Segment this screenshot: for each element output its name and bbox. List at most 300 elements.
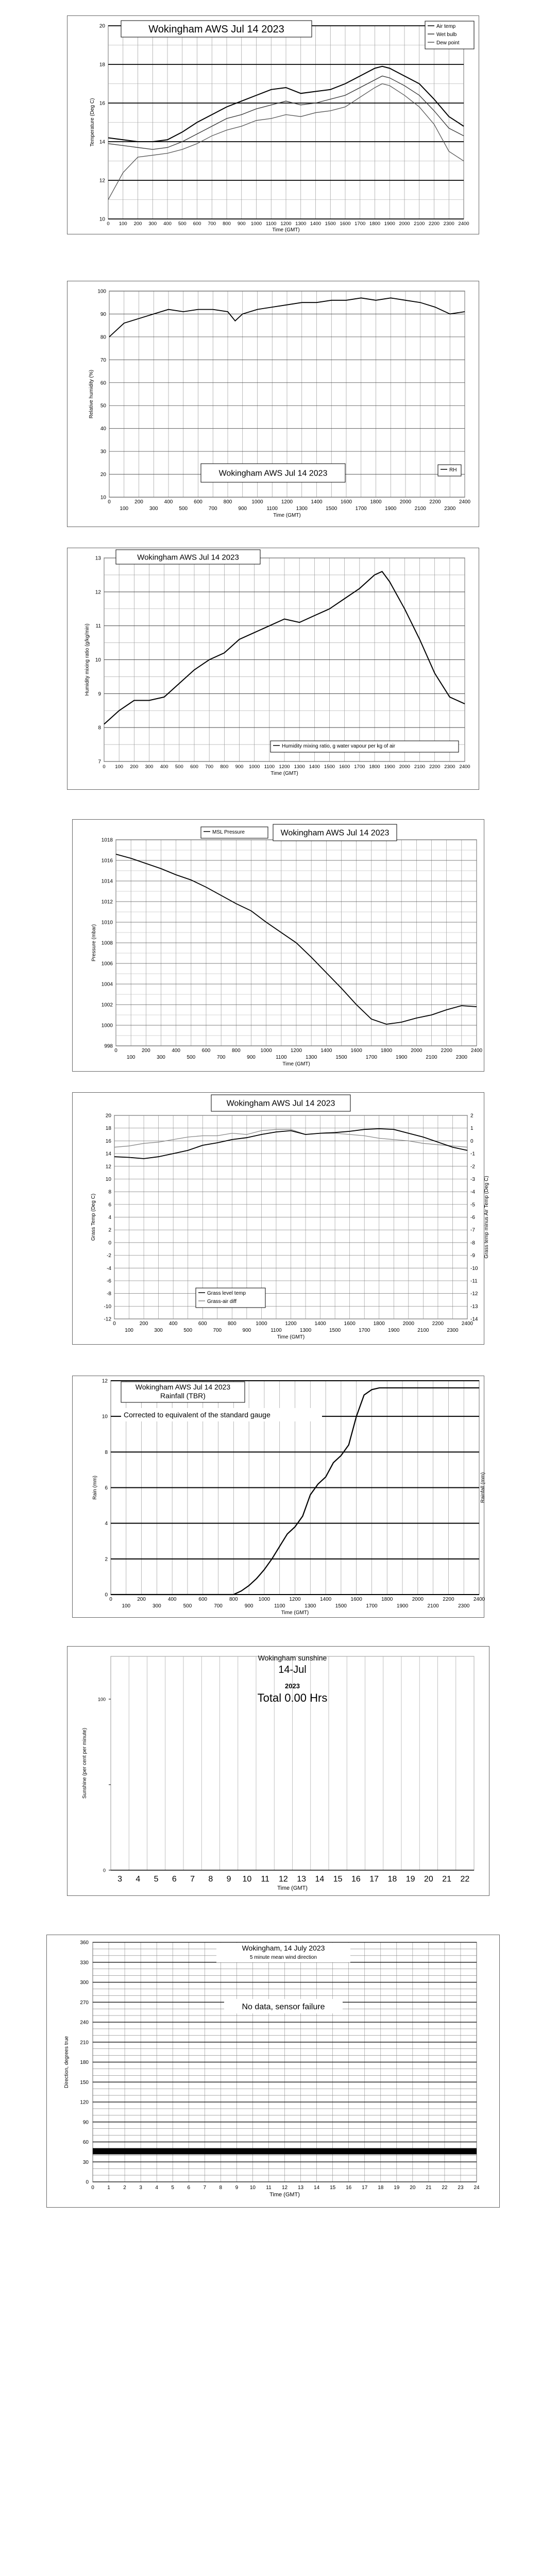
y-tick-label: 10 <box>105 1176 111 1182</box>
x-tick-label: 500 <box>178 221 187 227</box>
x-axis-label: Time (GMT) <box>277 1885 308 1891</box>
x-tick-label: 300 <box>154 1328 163 1333</box>
x-tick-label: 10 <box>249 2185 256 2191</box>
y2-tick-label: -8 <box>470 1240 475 1246</box>
humidity-chart <box>67 281 479 527</box>
x-tick-label: 2000 <box>399 499 412 505</box>
chart-date: 14-Jul <box>278 1664 307 1675</box>
y-tick-label: 11 <box>95 623 101 630</box>
y-tick-label: 1008 <box>101 940 113 946</box>
x-tick-label: 21 <box>442 1875 452 1884</box>
series-direction <box>93 2148 477 2155</box>
x-axis-label: Time (GMT) <box>269 2192 300 2198</box>
x-tick-label: 1600 <box>350 1048 362 1054</box>
x-tick-label: 2100 <box>414 764 426 770</box>
x-axis-label: Time (GMT) <box>277 1334 305 1340</box>
x-tick-label: 1300 <box>295 221 307 227</box>
y-tick-label: 1014 <box>101 878 113 885</box>
x-tick-label: 200 <box>137 1597 146 1602</box>
x-tick-label: 600 <box>198 1321 207 1327</box>
x-tick-label: 1600 <box>340 499 352 505</box>
x-tick-label: 900 <box>235 764 244 770</box>
x-tick-label: 1000 <box>251 499 263 505</box>
x-tick-label: 1400 <box>319 1597 332 1602</box>
y-tick-label: 12 <box>95 589 101 596</box>
x-axis-label: Time (GMT) <box>281 1610 309 1616</box>
x-tick-label: 400 <box>172 1048 181 1054</box>
x-tick-label: 21 <box>426 2185 432 2191</box>
x-tick-label: 1600 <box>340 221 351 227</box>
x-tick-label: 8 <box>219 2185 223 2191</box>
y2-tick-label: -10 <box>470 1265 478 1272</box>
x-tick-label: 800 <box>223 499 232 505</box>
x-tick-label: 300 <box>145 764 154 770</box>
x-tick-label: 1100 <box>274 1603 285 1609</box>
y2-tick-label: -4 <box>470 1189 475 1195</box>
legend-entry: Grass level temp <box>207 1291 246 1296</box>
x-tick-label: 200 <box>130 764 139 770</box>
y-tick-label: 7 <box>98 759 101 765</box>
x-tick-label: 12 <box>281 2185 288 2191</box>
x-tick-label: 300 <box>148 221 157 227</box>
chart-title: Wokingham, 14 July 2023 <box>242 1944 325 1952</box>
y-tick-label: 1012 <box>101 899 113 905</box>
x-tick-label: 1800 <box>369 221 381 227</box>
legend-entry: Air temp <box>436 24 456 29</box>
x-tick-label: 800 <box>223 221 231 227</box>
y-tick-label: -12 <box>104 1316 111 1323</box>
y-axis-label: Sunshine (per cent per minute) <box>82 1727 88 1799</box>
chart-subtitle: Rainfall (TBR) <box>160 1392 206 1400</box>
y-tick-label: 270 <box>80 1999 89 2006</box>
x-tick-label: 4 <box>155 2185 158 2191</box>
x-tick-label: 700 <box>205 764 214 770</box>
x-tick-label: 2000 <box>402 1321 414 1327</box>
x-tick-label: 1200 <box>279 764 290 770</box>
y-tick-label: 12 <box>99 178 105 184</box>
y-axis-label: Rain (mm) <box>92 1476 98 1500</box>
y-tick-label: 4 <box>108 1215 111 1221</box>
x-tick-label: 13 <box>297 1875 307 1884</box>
x-tick-label: 1900 <box>388 1328 400 1333</box>
y-tick-label: 100 <box>97 1697 106 1702</box>
y-tick-label: 1010 <box>101 920 113 926</box>
x-tick-label: 5 <box>171 2185 174 2191</box>
y-tick-label: 13 <box>95 555 101 562</box>
y-tick-label: -2 <box>107 1253 111 1259</box>
y2-tick-label: -6 <box>470 1215 475 1221</box>
x-tick-label: 0 <box>114 1048 117 1054</box>
x-tick-label: 20 <box>424 1875 433 1884</box>
y-tick-label: 100 <box>97 289 106 295</box>
x-tick-label: 2400 <box>459 499 471 505</box>
chart-title: Wokingham AWS Jul 14 2023 <box>137 553 239 562</box>
y-tick-label: 30 <box>100 449 106 455</box>
y-tick-label: 2 <box>108 1227 111 1233</box>
temperature-chart-panel <box>67 15 479 234</box>
x-tick-label: 12 <box>278 1875 288 1884</box>
x-tick-label: 2000 <box>411 1048 422 1054</box>
x-tick-label: 1500 <box>329 1328 341 1333</box>
x-tick-label: 1200 <box>280 221 292 227</box>
x-axis-label: Time (GMT) <box>282 1061 310 1067</box>
y-tick-label: 8 <box>105 1449 108 1455</box>
y-tick-label: 90 <box>82 2120 89 2126</box>
x-tick-label: 600 <box>193 221 201 227</box>
y-tick-label: 90 <box>100 311 106 317</box>
y-tick-label: 9 <box>98 691 101 697</box>
humidity-chart-panel <box>67 281 479 527</box>
x-tick-label: 600 <box>198 1597 208 1602</box>
y-tick-label: 120 <box>80 2099 89 2106</box>
x-tick-label: 3 <box>117 1875 123 1884</box>
y2-tick-label: 0 <box>470 1138 474 1144</box>
x-tick-label: 1500 <box>335 1603 347 1609</box>
x-tick-label: 800 <box>231 1048 241 1054</box>
y-tick-label: 8 <box>108 1189 111 1195</box>
y-axis-label: Direction, degrees true <box>64 2036 70 2089</box>
y-tick-label: 998 <box>104 1043 113 1049</box>
x-tick-label: 1500 <box>324 764 335 770</box>
x-tick-label: 900 <box>238 506 247 512</box>
x-tick-label: 300 <box>153 1603 161 1609</box>
chart-title: Wokingham AWS Jul 14 2023 <box>148 24 284 35</box>
temperature-chart <box>67 15 479 234</box>
y-tick-label: -8 <box>107 1291 111 1297</box>
y-tick-label: 240 <box>80 2020 89 2026</box>
x-tick-label: 1300 <box>296 506 308 512</box>
y-axis-label: Pressure (mbar) <box>91 924 97 962</box>
x-tick-label: 1600 <box>339 764 350 770</box>
x-tick-label: 2300 <box>447 1328 459 1333</box>
x-tick-label: 1300 <box>294 764 305 770</box>
x-tick-label: 0 <box>107 221 110 227</box>
x-tick-label: 16 <box>351 1875 361 1884</box>
y-tick-label: 40 <box>100 426 106 432</box>
y-tick-label: 6 <box>105 1485 108 1491</box>
x-tick-label: 2400 <box>470 1048 483 1054</box>
x-tick-label: 1200 <box>285 1321 297 1327</box>
x-tick-label: 2400 <box>459 764 470 770</box>
x-tick-label: 1300 <box>306 1055 317 1060</box>
y-axis-label: Temperature (Deg C) <box>90 98 95 147</box>
y2-tick-label: 1 <box>470 1126 474 1132</box>
x-tick-label: 100 <box>126 1055 136 1060</box>
y-tick-label: 330 <box>80 1960 89 1966</box>
x-tick-label: 100 <box>125 1328 133 1333</box>
x-tick-label: 300 <box>157 1055 165 1060</box>
y-tick-label: 20 <box>105 1113 111 1119</box>
y-tick-label: 1004 <box>101 981 113 988</box>
x-tick-label: 2400 <box>458 221 469 227</box>
x-tick-label: 1100 <box>270 1328 282 1333</box>
x-tick-label: 7 <box>190 1875 195 1884</box>
x-tick-label: 800 <box>229 1597 238 1602</box>
y-tick-label: 1002 <box>101 1002 113 1008</box>
y-tick-label: 16 <box>105 1138 111 1144</box>
x-tick-label: 1500 <box>326 506 337 512</box>
y-tick-label: 12 <box>102 1378 108 1384</box>
x-tick-label: 1700 <box>354 221 366 227</box>
x-tick-label: 1800 <box>373 1321 385 1327</box>
x-tick-label: 1300 <box>299 1328 312 1333</box>
y-tick-label: 180 <box>80 2060 89 2065</box>
y-tick-label: 30 <box>82 2159 89 2165</box>
x-tick-label: 2300 <box>455 1055 467 1060</box>
x-tick-label: 500 <box>183 1603 192 1609</box>
pressure-chart <box>72 819 484 1072</box>
x-tick-label: 1900 <box>396 1603 409 1609</box>
y-tick-label: -4 <box>107 1265 111 1272</box>
x-tick-label: 15 <box>330 2185 336 2191</box>
y-axis-label: Humidity mixing ratio (g/kg/min) <box>84 623 90 696</box>
x-tick-label: 2400 <box>473 1597 485 1602</box>
x-tick-label: 700 <box>208 221 216 227</box>
y-tick-label: -10 <box>104 1303 111 1310</box>
y-tick-label: 6 <box>108 1202 111 1208</box>
y2-axis-label: Rainfall (mm) <box>480 1472 486 1503</box>
x-tick-label: 11 <box>261 1875 269 1884</box>
x-tick-label: 600 <box>201 1048 211 1054</box>
x-tick-label: 1700 <box>359 1328 370 1333</box>
x-tick-label: 19 <box>394 2185 400 2191</box>
x-tick-label: 900 <box>247 1055 256 1060</box>
y2-tick-label: -12 <box>470 1291 478 1297</box>
y-tick-label: 20 <box>99 23 105 29</box>
x-tick-label: 1800 <box>369 764 380 770</box>
chart-title: Wokingham AWS Jul 14 2023 <box>226 1099 335 1108</box>
x-tick-label: 200 <box>139 1321 148 1327</box>
legend-entry: Wet bulb <box>436 32 457 38</box>
x-tick-label: 6 <box>187 2185 191 2191</box>
x-tick-label: 1900 <box>385 506 397 512</box>
y2-tick-label: 2 <box>470 1113 474 1119</box>
x-tick-label: 800 <box>227 1321 236 1327</box>
x-tick-label: 2100 <box>414 506 426 512</box>
grass-temp-chart-panel <box>72 1092 489 1345</box>
x-tick-label: 1400 <box>320 1048 332 1054</box>
x-tick-label: 2200 <box>428 221 440 227</box>
wind-direction-chart <box>46 1935 500 2208</box>
y2-axis-label: Grass temp minus Air Temp (Deg C) <box>484 1176 489 1259</box>
x-tick-label: 6 <box>172 1875 177 1884</box>
rainfall-chart-panel <box>72 1376 484 1618</box>
y-tick-label: 16 <box>99 100 105 107</box>
x-tick-label: 17 <box>369 1875 379 1884</box>
y-tick-label: 60 <box>100 380 106 386</box>
chart-title: Wokingham AWS Jul 14 2023 <box>218 469 328 478</box>
x-tick-label: 2300 <box>443 221 454 227</box>
chart-year: 2023 <box>285 1682 300 1690</box>
x-tick-label: 22 <box>442 2185 448 2191</box>
x-tick-label: 1700 <box>354 764 365 770</box>
x-tick-label: 9 <box>235 2185 239 2191</box>
x-tick-label: 0 <box>108 499 111 505</box>
x-tick-label: 100 <box>122 1603 131 1609</box>
y-axis-label: Relative humidity (%) <box>89 369 94 419</box>
y-tick-label: 150 <box>80 2079 89 2086</box>
x-tick-label: 19 <box>405 1875 415 1884</box>
y2-tick-label: -9 <box>470 1253 475 1259</box>
x-tick-label: 1000 <box>258 1597 270 1602</box>
x-tick-label: 15 <box>333 1875 343 1884</box>
y-tick-label: 8 <box>98 725 101 731</box>
y-tick-label: -6 <box>107 1278 111 1284</box>
x-tick-label: 500 <box>175 764 183 770</box>
x-tick-label: 1800 <box>370 499 382 505</box>
x-tick-label: 9 <box>226 1875 231 1884</box>
wind-direction-chart-panel <box>46 1935 500 2208</box>
x-tick-label: 13 <box>297 2185 304 2191</box>
chart-subtitle: 5 minute mean wind direction <box>249 1955 317 1960</box>
x-tick-label: 100 <box>115 764 124 770</box>
x-tick-label: 2000 <box>399 221 410 227</box>
legend-entry: Dew point <box>436 40 460 46</box>
rainfall-chart <box>72 1376 484 1618</box>
x-tick-label: 200 <box>133 221 142 227</box>
x-tick-label: 2300 <box>458 1603 470 1609</box>
x-tick-label: 18 <box>387 1875 397 1884</box>
x-tick-label: 1400 <box>314 1321 326 1327</box>
x-tick-label: 1800 <box>381 1597 393 1602</box>
legend-entry: Humidity mixing ratio, g water vapour per kg of air <box>282 743 396 749</box>
x-tick-label: 2100 <box>414 221 425 227</box>
x-tick-label: 2200 <box>429 764 441 770</box>
y-tick-label: 60 <box>82 2140 89 2145</box>
x-tick-label: 1200 <box>290 1048 302 1054</box>
y-tick-label: 360 <box>80 1940 89 1946</box>
y-tick-label: 70 <box>100 357 106 363</box>
x-tick-label: 2300 <box>444 764 455 770</box>
x-tick-label: 1000 <box>260 1048 272 1054</box>
x-tick-label: 1400 <box>309 764 320 770</box>
x-tick-label: 1000 <box>256 1321 267 1327</box>
x-tick-label: 20 <box>410 2185 416 2191</box>
x-tick-label: 1600 <box>350 1597 362 1602</box>
y2-tick-label: -1 <box>470 1151 475 1157</box>
x-tick-label: 2200 <box>432 1321 444 1327</box>
x-tick-label: 2000 <box>412 1597 424 1602</box>
x-tick-label: 400 <box>164 499 173 505</box>
x-tick-label: 1700 <box>366 1603 378 1609</box>
chart-total: Total 0.00 Hrs <box>257 1691 328 1704</box>
y-tick-label: 10 <box>102 1414 108 1420</box>
x-tick-label: 17 <box>362 2185 368 2191</box>
y-tick-label: 14 <box>105 1151 111 1157</box>
y-tick-label: 14 <box>99 139 105 145</box>
x-tick-label: 1 <box>107 2185 110 2191</box>
chart-title: Wokingham sunshine <box>258 1654 327 1662</box>
x-tick-label: 2 <box>123 2185 126 2191</box>
x-tick-label: 0 <box>113 1321 116 1327</box>
x-axis-label: Time (GMT) <box>273 513 301 518</box>
x-tick-label: 2100 <box>427 1603 439 1609</box>
x-tick-label: 700 <box>213 1328 222 1333</box>
y2-tick-label: -11 <box>470 1278 478 1284</box>
x-tick-label: 200 <box>141 1048 150 1054</box>
y-axis-label: Grass Temp (Deg C) <box>91 1193 96 1241</box>
y-tick-label: 0 <box>103 1868 106 1873</box>
x-tick-label: 1500 <box>325 221 336 227</box>
x-tick-label: 16 <box>346 2185 352 2191</box>
x-tick-label: 1200 <box>281 499 293 505</box>
x-tick-label: 700 <box>214 1603 223 1609</box>
x-axis-label: Time (GMT) <box>270 771 298 776</box>
x-tick-label: 500 <box>187 1055 196 1060</box>
pressure-chart-panel <box>72 819 484 1072</box>
x-tick-label: 900 <box>237 221 246 227</box>
y2-tick-label: -7 <box>470 1227 475 1233</box>
y-tick-label: 10 <box>99 216 105 223</box>
x-tick-label: 2200 <box>443 1597 454 1602</box>
y-tick-label: 0 <box>86 2179 89 2185</box>
y-tick-label: 1018 <box>101 837 113 843</box>
y-tick-label: 80 <box>100 334 106 341</box>
x-tick-label: 4 <box>136 1875 141 1884</box>
x-tick-label: 0 <box>109 1597 112 1602</box>
y2-tick-label: -3 <box>470 1176 475 1182</box>
x-tick-label: 2400 <box>461 1321 474 1327</box>
x-tick-label: 900 <box>244 1603 253 1609</box>
x-tick-label: 1500 <box>335 1055 347 1060</box>
x-tick-label: 14 <box>314 2185 320 2191</box>
x-tick-label: 2100 <box>417 1328 429 1333</box>
x-tick-label: 1400 <box>311 499 323 505</box>
chart-note: No data, sensor failure <box>242 2003 325 2011</box>
x-tick-label: 24 <box>474 2185 480 2191</box>
y-tick-label: 10 <box>100 495 106 501</box>
y-tick-label: 12 <box>105 1164 111 1170</box>
y2-tick-label: -13 <box>470 1303 478 1310</box>
x-tick-label: 1900 <box>396 1055 408 1060</box>
x-tick-label: 1300 <box>305 1603 316 1609</box>
grass-temp-chart <box>72 1092 489 1345</box>
x-tick-label: 1100 <box>276 1055 287 1060</box>
y-tick-label: 2 <box>105 1556 108 1563</box>
x-tick-label: 14 <box>315 1875 325 1884</box>
mixing-ratio-chart <box>67 548 479 790</box>
x-tick-label: 1100 <box>266 221 277 227</box>
y-tick-label: 0 <box>108 1240 111 1246</box>
x-tick-label: 18 <box>378 2185 384 2191</box>
x-tick-label: 600 <box>190 764 198 770</box>
x-tick-label: 700 <box>208 506 217 512</box>
x-tick-label: 23 <box>458 2185 464 2191</box>
chart-title: Wokingham AWS Jul 14 2023 <box>280 828 390 838</box>
x-tick-label: 11 <box>266 2185 272 2191</box>
x-tick-label: 400 <box>167 1597 177 1602</box>
x-tick-label: 0 <box>103 764 106 770</box>
legend-entry: RH <box>449 467 457 473</box>
y2-tick-label: -5 <box>470 1202 475 1208</box>
y2-tick-label: -2 <box>470 1164 475 1170</box>
x-tick-label: 5 <box>154 1875 159 1884</box>
x-tick-label: 300 <box>149 506 158 512</box>
y-tick-label: 10 <box>95 657 101 663</box>
y-tick-label: 20 <box>100 472 106 478</box>
x-tick-label: 2200 <box>429 499 441 505</box>
x-tick-label: 22 <box>460 1875 470 1884</box>
x-tick-label: 7 <box>203 2185 207 2191</box>
x-tick-label: 1000 <box>250 221 262 227</box>
legend-entry: MSL Pressure <box>212 829 245 835</box>
y-tick-label: 300 <box>80 1980 89 1986</box>
x-tick-label: 900 <box>242 1328 251 1333</box>
x-tick-label: 200 <box>134 499 143 505</box>
x-tick-label: 600 <box>194 499 202 505</box>
y-tick-label: 18 <box>105 1126 111 1132</box>
chart-title: Wokingham AWS Jul 14 2023 <box>135 1383 231 1391</box>
